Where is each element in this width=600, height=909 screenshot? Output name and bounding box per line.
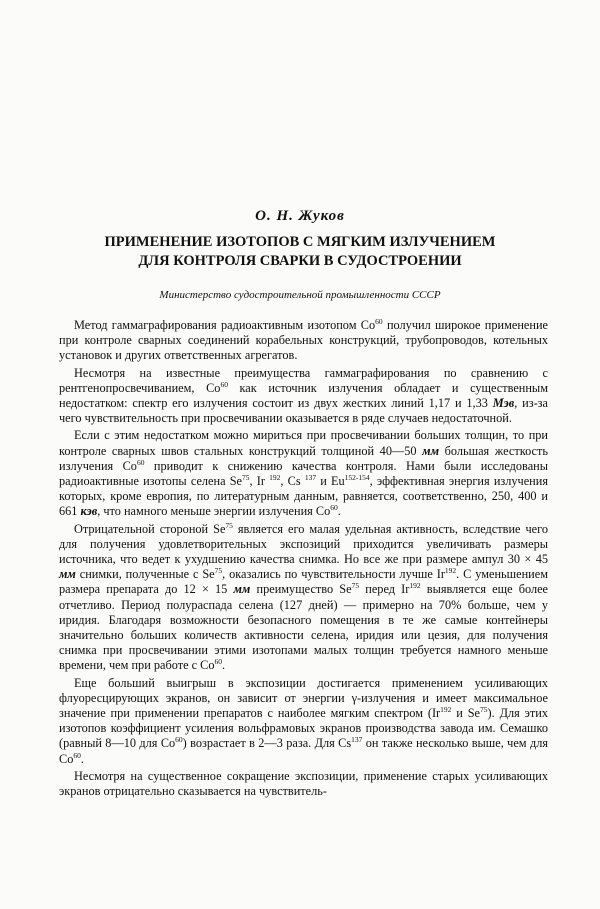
unit: Мэв [492,396,515,411]
text-run: выявляется еще более отчетливо. Период полураспада селена (127 дней) — примерно на 70% больше, чем у иридия. Благодаря возможности безопасного помещения в те же самые контейнеры значительно больших количеств активности селена, иридия или цезия, для получения снимка при просвечивании этими изотопами малых толщин требуется намного меньше времени, чем при работе с Со [59,582,549,673]
superscript: 60 [220,379,228,389]
article-body [59,318,548,801]
superscript: 60 [214,657,222,667]
superscript: 60 [136,457,145,467]
superscript: 75 [214,566,223,576]
superscript: 75 [480,705,488,715]
paragraph-1 [59,318,548,364]
text-run: снимки, полученные с Se [75,567,215,582]
text-run: и Se [451,706,481,721]
paragraph-2 [59,366,548,427]
superscript: 192 [269,473,281,483]
superscript: 60 [330,503,338,513]
paragraph-6 [59,769,548,799]
superscript: 75 [351,581,360,591]
text-run: Метод гаммаграфирования радиоактивным изотопом Со [74,318,376,332]
text-run: преимущество Se [250,582,352,597]
text-run: Несмотря на существенное сокращение экспозиции, применение старых усиливающих экранов отрицательно сказывается на чувствитель- [59,768,548,799]
text-run: приводит к снижению качества контроля. Нами были исследованы радиоактивные изотопы селена Se [59,458,548,489]
superscript: 75 [225,520,233,530]
text-run: он также несколько выше, чем для Со [59,736,548,766]
text-run: , из-за чего чувствительность при просвечивании оказывается в ряде случаев недостаточной. [59,396,548,426]
text-run: большая жесткость излучения Со [59,443,548,473]
text-run: Еще больший выигрыш в экспозиции достигается применением усиливающих флуоресцирующих экранов, он зависит от энергии γ-излучения и имеет максимальное значение при применении препаратов с наиболее мягким спектром (Ir [59,675,548,721]
text-run: как источник излучения обладает и существенным недостатком: спектр его излучения состоит из двух жестких линий 1,17 и 1,33 [59,380,548,411]
paragraph-4 [59,522,548,674]
text-run: . [221,658,226,673]
affiliation: Министерство судостроительной промышленности СССР [159,289,441,301]
superscript: 75 [242,473,250,483]
text-run: ). Для этих изотопов коэффициент усиления вольфрамовых экранов производства завода им. Семашко (равный 8—10 для Со [59,706,549,751]
superscript: 152-154 [344,473,370,483]
text-run: Если с этим недостатком можно мириться при просвечивании больших толщин, то при контроле сварных швов стальных конструкций толщиной 40—50 [59,428,548,458]
title-line-1: ПРИМЕНЕНИЕ ИЗОТОПОВ С МЯГКИМ ИЗЛУЧЕНИЕМ [104,234,496,250]
article-title [40,233,560,271]
text-run: получил широкое применение при контроле сварных соединений корабельных конструкций, трубопроводов, котельных установок и других ответственных агрегатов. [59,318,549,363]
paragraph-3 [59,428,548,519]
text-run: перед Ir [359,582,410,597]
text-run: и Eu [316,474,345,489]
text-run: . С уменьшением размера препарата до 12 × 15 [59,567,548,597]
text-run: Несмотря на известные преимущества гаммаграфирования по сравнению с рентгенопросвечиванием, Со [59,365,548,395]
text-run: . [80,751,84,766]
unit: мм [59,567,76,582]
text-run: , что намного меньше энергии излучения Со [97,504,331,519]
unit: мм [233,582,251,597]
text-run: , эффективная энергия излучения которых, кроме европия, по литературным данным, равняется, соответственно, 250, 400 и 661 [59,474,549,519]
superscript: 192 [409,581,421,591]
superscript: 60 [375,317,383,326]
text-run: Отрицательной стороной Se [74,521,226,536]
unit: мм [422,443,440,458]
unit: кэв [80,504,98,519]
superscript: 192 [440,705,452,715]
author-name: О. Н. Жуков [255,208,345,224]
paragraph-5 [59,676,548,767]
text-run: , оказались по чувствительности лучше Ir [222,567,445,582]
text-run: ) возрастает в 2—3 раза. Для Cs [182,736,352,751]
text-run: , Ir [249,474,270,489]
superscript: 137 [351,735,363,745]
superscript: 60 [175,735,183,745]
superscript: 192 [444,566,457,576]
text-run: , Cs [280,474,305,489]
superscript: 60 [73,750,81,760]
superscript: 137 [304,473,317,483]
text-run: является его малая удельная активность, вследствие чего для получения удовлетворительных экспозиций приходится увеличивать размеры источника, что ведет к ухудшению качества снимка. Но все же при размере ампул 30 × 45 [59,521,548,567]
text-run: . [337,504,341,519]
title-line-2: ДЛЯ КОНТРОЛЯ СВАРКИ В СУДОСТРОЕНИИ [138,253,462,269]
